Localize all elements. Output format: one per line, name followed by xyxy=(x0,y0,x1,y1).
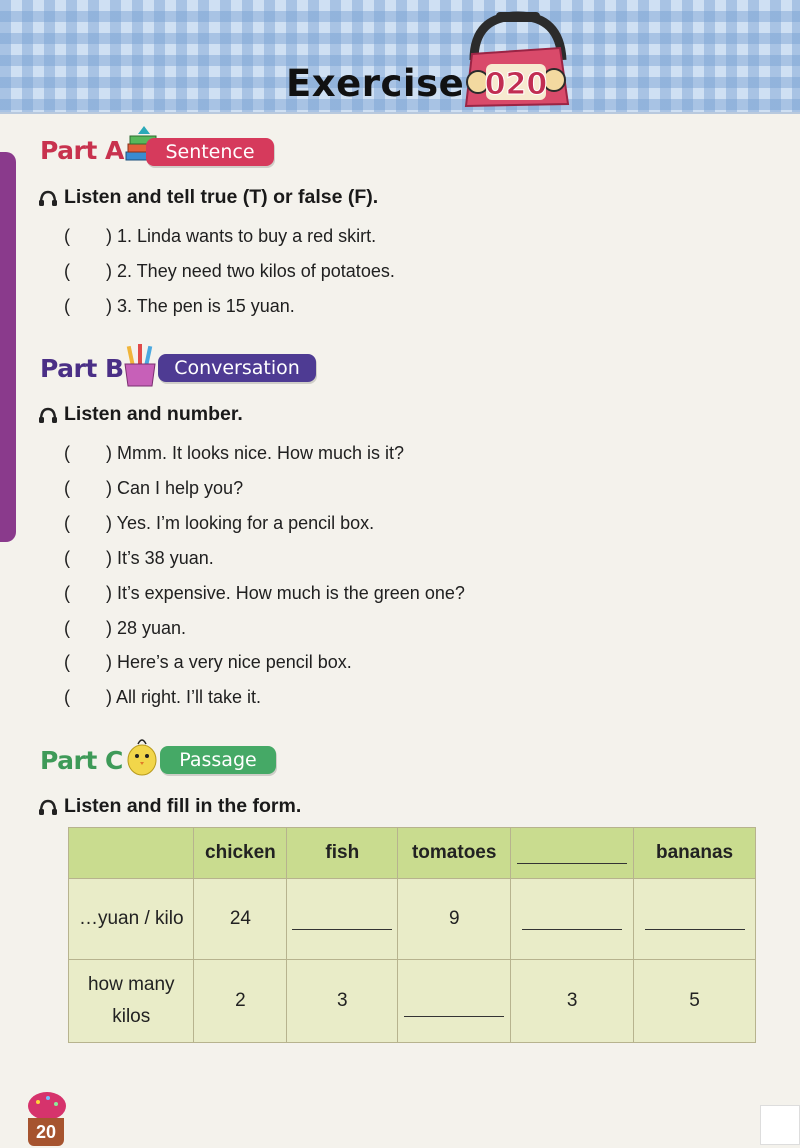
header-cell xyxy=(69,828,194,879)
pencil-cup-icon xyxy=(120,342,160,388)
headphone-icon xyxy=(38,406,58,424)
blank-cell[interactable] xyxy=(398,960,511,1043)
table-row xyxy=(69,960,756,1043)
table-cell: 2 xyxy=(194,960,287,1043)
table-cell: 3 xyxy=(287,960,398,1043)
part-b-instruction xyxy=(38,403,243,426)
header-cell: chicken xyxy=(194,828,287,879)
header-cell: tomatoes xyxy=(398,828,511,879)
page-title: Exercise xyxy=(286,62,465,105)
instruction-text: Listen and tell true (T) or false (F). xyxy=(64,186,379,208)
chick-icon xyxy=(124,734,160,778)
instruction-text: Listen and number. xyxy=(64,403,243,425)
header-cell: fish xyxy=(287,828,398,879)
part-a-instruction xyxy=(38,186,378,209)
page-number: 20 xyxy=(28,1118,64,1146)
part-c-title: Part C xyxy=(40,746,123,775)
part-b-pill: Conversation xyxy=(158,354,316,382)
blank-cell[interactable] xyxy=(287,879,398,960)
blank-line[interactable] xyxy=(517,851,627,864)
fill-in-form xyxy=(68,827,756,1043)
headphone-icon xyxy=(38,798,58,816)
radio-badge-icon xyxy=(456,8,576,112)
cupcake-icon xyxy=(26,1086,68,1120)
blank-cell[interactable] xyxy=(511,879,634,960)
row-label: how many kilos xyxy=(69,960,194,1043)
blank-line[interactable] xyxy=(645,909,745,930)
table-cell: 24 xyxy=(194,879,287,960)
part-a-title: Part A xyxy=(40,136,124,165)
qr-code-icon xyxy=(760,1105,800,1145)
blank-line[interactable] xyxy=(522,909,622,930)
table-header-row xyxy=(69,828,756,879)
table-row xyxy=(69,879,756,960)
table-cell: 9 xyxy=(398,879,511,960)
headphone-icon xyxy=(38,189,58,207)
header-cell: bananas xyxy=(634,828,756,879)
exercise-number: 020 xyxy=(484,67,548,102)
instruction-text: Listen and fill in the form. xyxy=(64,795,302,817)
part-a-pill: Sentence xyxy=(146,138,274,166)
blank-cell[interactable] xyxy=(634,879,756,960)
row-label: …yuan / kilo xyxy=(69,879,194,960)
header-blank-cell[interactable] xyxy=(511,828,634,879)
part-c-pill: Passage xyxy=(160,746,276,774)
side-tab xyxy=(0,152,16,542)
table-cell: 3 xyxy=(511,960,634,1043)
part-b-title: Part B xyxy=(40,354,124,383)
table-cell: 5 xyxy=(634,960,756,1043)
blank-line[interactable] xyxy=(404,996,504,1017)
part-c-instruction xyxy=(38,795,301,818)
blank-line[interactable] xyxy=(292,909,392,930)
